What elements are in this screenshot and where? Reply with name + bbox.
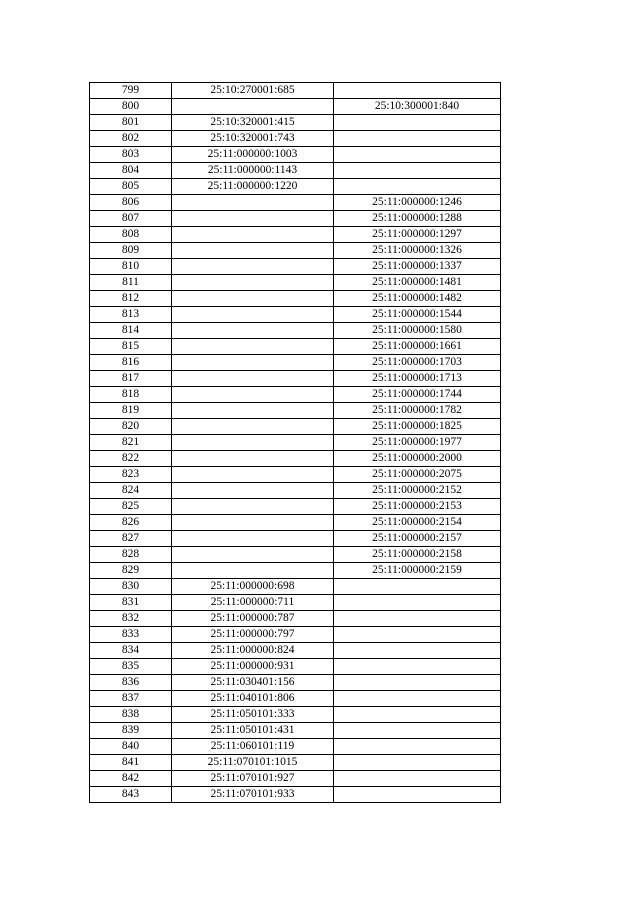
table-row — [90, 307, 501, 323]
table-row — [90, 323, 501, 339]
cadastral-number-cell-left: 25:11:070101:927 — [172, 771, 334, 787]
cadastral-number-cell-left — [172, 307, 334, 323]
cadastral-number-cell-left — [172, 515, 334, 531]
table-row — [90, 563, 501, 579]
table-row — [90, 579, 501, 595]
table-row — [90, 275, 501, 291]
row-number-cell: 834 — [90, 643, 172, 659]
cadastral-number-cell-right: 25:11:000000:1744 — [334, 387, 501, 403]
row-number-cell: 812 — [90, 291, 172, 307]
row-number-cell: 803 — [90, 147, 172, 163]
cadastral-number-cell-left — [172, 419, 334, 435]
cadastral-number-cell-right: 25:11:000000:2075 — [334, 467, 501, 483]
cadastral-number-cell-left — [172, 467, 334, 483]
table-row — [90, 707, 501, 723]
cadastral-number-cell-right — [334, 739, 501, 755]
row-number-cell: 833 — [90, 627, 172, 643]
cadastral-number-cell-right — [334, 723, 501, 739]
cadastral-number-cell-left — [172, 323, 334, 339]
row-number-cell: 799 — [90, 83, 172, 99]
cadastral-number-cell-left: 25:11:000000:797 — [172, 627, 334, 643]
row-number-cell: 825 — [90, 499, 172, 515]
cadastral-number-cell-right: 25:11:000000:1703 — [334, 355, 501, 371]
cadastral-number-cell-right — [334, 659, 501, 675]
cadastral-number-cell-right: 25:10:300001:840 — [334, 99, 501, 115]
cadastral-number-cell-left: 25:11:030401:156 — [172, 675, 334, 691]
row-number-cell: 815 — [90, 339, 172, 355]
row-number-cell: 816 — [90, 355, 172, 371]
cadastral-number-cell-right — [334, 611, 501, 627]
table-row — [90, 547, 501, 563]
cadastral-number-cell-left: 25:11:060101:119 — [172, 739, 334, 755]
row-number-cell: 828 — [90, 547, 172, 563]
row-number-cell: 837 — [90, 691, 172, 707]
table-row — [90, 723, 501, 739]
cadastral-number-cell-right — [334, 771, 501, 787]
cadastral-number-cell-left: 25:10:320001:415 — [172, 115, 334, 131]
table-row — [90, 611, 501, 627]
row-number-cell: 830 — [90, 579, 172, 595]
cadastral-number-cell-left: 25:11:070101:1015 — [172, 755, 334, 771]
cadastral-number-cell-right: 25:11:000000:1782 — [334, 403, 501, 419]
cadastral-number-cell-right — [334, 595, 501, 611]
row-number-cell: 811 — [90, 275, 172, 291]
row-number-cell: 814 — [90, 323, 172, 339]
row-number-cell: 832 — [90, 611, 172, 627]
cadastral-number-cell-right: 25:11:000000:1661 — [334, 339, 501, 355]
cadastral-number-cell-left — [172, 339, 334, 355]
table-row — [90, 659, 501, 675]
cadastral-number-cell-left — [172, 275, 334, 291]
cadastral-number-cell-left — [172, 291, 334, 307]
cadastral-number-cell-left: 25:11:000000:824 — [172, 643, 334, 659]
row-number-cell: 808 — [90, 227, 172, 243]
row-number-cell: 804 — [90, 163, 172, 179]
row-number-cell: 827 — [90, 531, 172, 547]
table-row — [90, 259, 501, 275]
table-row — [90, 131, 501, 147]
row-number-cell: 826 — [90, 515, 172, 531]
cadastral-number-cell-left — [172, 227, 334, 243]
table-row — [90, 243, 501, 259]
cadastral-number-cell-right: 25:11:000000:1713 — [334, 371, 501, 387]
row-number-cell: 800 — [90, 99, 172, 115]
table-row — [90, 291, 501, 307]
row-number-cell: 813 — [90, 307, 172, 323]
cadastral-number-cell-left — [172, 531, 334, 547]
row-number-cell: 843 — [90, 787, 172, 803]
cadastral-number-cell-left — [172, 547, 334, 563]
table-row — [90, 435, 501, 451]
cadastral-number-cell-right — [334, 755, 501, 771]
table-row — [90, 451, 501, 467]
cadastral-number-cell-left — [172, 451, 334, 467]
row-number-cell: 840 — [90, 739, 172, 755]
row-number-cell: 819 — [90, 403, 172, 419]
cadastral-number-cell-right — [334, 147, 501, 163]
cadastral-number-cell-left: 25:11:050101:333 — [172, 707, 334, 723]
cadastral-number-cell-right: 25:11:000000:1482 — [334, 291, 501, 307]
row-number-cell: 836 — [90, 675, 172, 691]
cadastral-number-cell-left — [172, 243, 334, 259]
row-number-cell: 822 — [90, 451, 172, 467]
cadastral-number-cell-left — [172, 499, 334, 515]
cadastral-number-cell-left: 25:11:000000:711 — [172, 595, 334, 611]
table-row — [90, 339, 501, 355]
row-number-cell: 821 — [90, 435, 172, 451]
table-row — [90, 99, 501, 115]
table-row — [90, 787, 501, 803]
cadastral-number-cell-left — [172, 563, 334, 579]
table-row — [90, 83, 501, 99]
cadastral-number-cell-right — [334, 787, 501, 803]
table-row — [90, 355, 501, 371]
cadastral-number-cell-right — [334, 675, 501, 691]
table-row — [90, 691, 501, 707]
cadastral-number-cell-left: 25:11:000000:787 — [172, 611, 334, 627]
table-row — [90, 227, 501, 243]
row-number-cell: 835 — [90, 659, 172, 675]
row-number-cell: 810 — [90, 259, 172, 275]
table-row — [90, 643, 501, 659]
table-row — [90, 147, 501, 163]
cadastral-number-cell-left: 25:11:000000:1003 — [172, 147, 334, 163]
table-row — [90, 387, 501, 403]
table-row — [90, 595, 501, 611]
table-row — [90, 675, 501, 691]
cadastral-number-cell-right: 25:11:000000:2153 — [334, 499, 501, 515]
cadastral-number-cell-left — [172, 435, 334, 451]
cadastral-number-cell-right: 25:11:000000:2157 — [334, 531, 501, 547]
cadastral-number-cell-right: 25:11:000000:1297 — [334, 227, 501, 243]
row-number-cell: 841 — [90, 755, 172, 771]
cadastral-number-cell-right — [334, 691, 501, 707]
cadastral-number-cell-left — [172, 355, 334, 371]
cadastral-number-cell-right: 25:11:000000:1825 — [334, 419, 501, 435]
cadastral-number-cell-left: 25:11:000000:1143 — [172, 163, 334, 179]
cadastral-number-cell-left: 25:11:000000:1220 — [172, 179, 334, 195]
cadastral-number-cell-right — [334, 83, 501, 99]
cadastral-number-cell-right — [334, 179, 501, 195]
table-row — [90, 739, 501, 755]
cadastral-number-cell-right: 25:11:000000:1977 — [334, 435, 501, 451]
cadastral-number-cell-left — [172, 371, 334, 387]
table-row — [90, 499, 501, 515]
cadastral-number-cell-right: 25:11:000000:2159 — [334, 563, 501, 579]
table-row — [90, 531, 501, 547]
row-number-cell: 805 — [90, 179, 172, 195]
cadastral-number-cell-left: 25:10:320001:743 — [172, 131, 334, 147]
table-row — [90, 211, 501, 227]
table-row — [90, 515, 501, 531]
cadastral-number-table — [89, 82, 501, 803]
row-number-cell: 806 — [90, 195, 172, 211]
cadastral-number-cell-left: 25:11:000000:931 — [172, 659, 334, 675]
cadastral-number-cell-right: 25:11:000000:2000 — [334, 451, 501, 467]
cadastral-number-cell-right — [334, 163, 501, 179]
row-number-cell: 802 — [90, 131, 172, 147]
cadastral-number-cell-right — [334, 115, 501, 131]
cadastral-number-cell-right — [334, 643, 501, 659]
row-number-cell: 831 — [90, 595, 172, 611]
cadastral-number-cell-right: 25:11:000000:1544 — [334, 307, 501, 323]
table-row — [90, 163, 501, 179]
table-row — [90, 467, 501, 483]
table-row — [90, 627, 501, 643]
table-row — [90, 403, 501, 419]
cadastral-number-cell-right: 25:11:000000:1580 — [334, 323, 501, 339]
row-number-cell: 839 — [90, 723, 172, 739]
cadastral-number-cell-right: 25:11:000000:1481 — [334, 275, 501, 291]
cadastral-number-cell-left — [172, 403, 334, 419]
row-number-cell: 817 — [90, 371, 172, 387]
table-row — [90, 771, 501, 787]
table-row — [90, 195, 501, 211]
cadastral-number-cell-left: 25:10:270001:685 — [172, 83, 334, 99]
cadastral-number-cell-left: 25:11:040101:806 — [172, 691, 334, 707]
table-row — [90, 755, 501, 771]
row-number-cell: 829 — [90, 563, 172, 579]
cadastral-number-cell-left — [172, 99, 334, 115]
row-number-cell: 824 — [90, 483, 172, 499]
cadastral-number-cell-left: 25:11:050101:431 — [172, 723, 334, 739]
row-number-cell: 820 — [90, 419, 172, 435]
cadastral-number-cell-right: 25:11:000000:2158 — [334, 547, 501, 563]
row-number-cell: 818 — [90, 387, 172, 403]
row-number-cell: 809 — [90, 243, 172, 259]
cadastral-number-cell-right: 25:11:000000:1337 — [334, 259, 501, 275]
cadastral-number-cell-right — [334, 707, 501, 723]
cadastral-number-cell-right: 25:11:000000:1288 — [334, 211, 501, 227]
row-number-cell: 823 — [90, 467, 172, 483]
table-body — [90, 83, 501, 803]
cadastral-number-cell-left — [172, 259, 334, 275]
table-row — [90, 115, 501, 131]
row-number-cell: 801 — [90, 115, 172, 131]
cadastral-number-cell-right — [334, 627, 501, 643]
cadastral-number-cell-right — [334, 131, 501, 147]
table-row — [90, 419, 501, 435]
table-row — [90, 179, 501, 195]
cadastral-number-cell-right: 25:11:000000:1246 — [334, 195, 501, 211]
cadastral-number-cell-left — [172, 387, 334, 403]
cadastral-number-cell-left — [172, 211, 334, 227]
cadastral-number-cell-left: 25:11:000000:698 — [172, 579, 334, 595]
row-number-cell: 838 — [90, 707, 172, 723]
cadastral-number-cell-right — [334, 579, 501, 595]
cadastral-number-cell-right: 25:11:000000:2154 — [334, 515, 501, 531]
cadastral-number-cell-right: 25:11:000000:2152 — [334, 483, 501, 499]
row-number-cell: 807 — [90, 211, 172, 227]
cadastral-number-cell-left — [172, 195, 334, 211]
table-row — [90, 371, 501, 387]
table-row — [90, 483, 501, 499]
cadastral-number-cell-left: 25:11:070101:933 — [172, 787, 334, 803]
cadastral-number-cell-left — [172, 483, 334, 499]
row-number-cell: 842 — [90, 771, 172, 787]
cadastral-number-cell-right: 25:11:000000:1326 — [334, 243, 501, 259]
